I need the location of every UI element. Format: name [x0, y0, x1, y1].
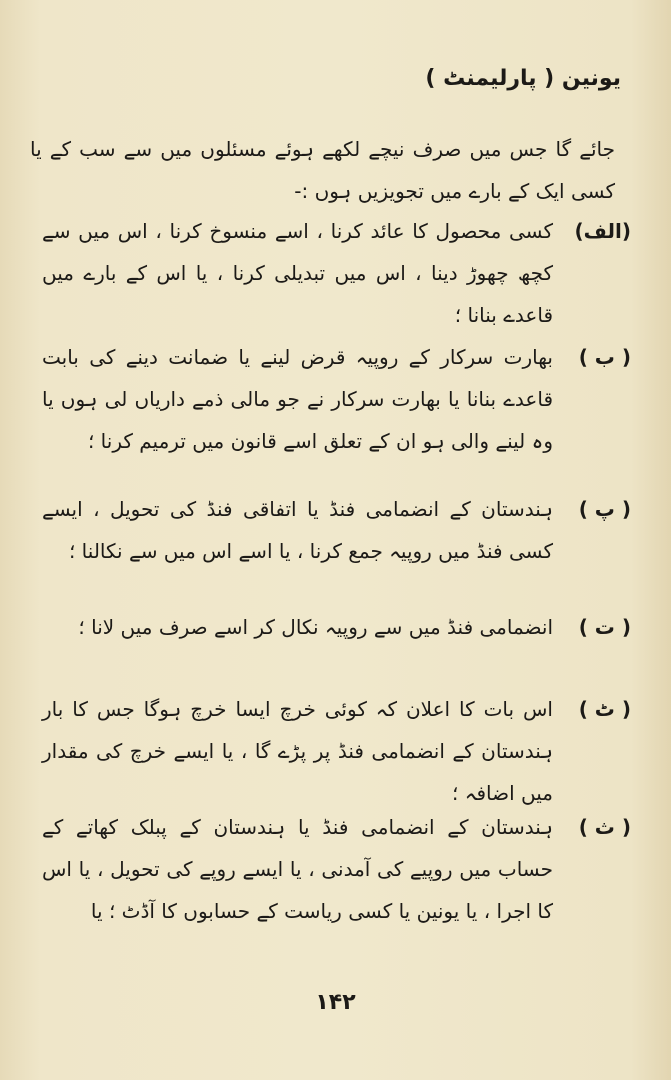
intro-paragraph: جائے گا جس میں صرف نیچے لکھے ہوئے مسئلوں میں سے سب کے یا کسی ایک کے بارے میں تجویزیں ہوں :- — [30, 137, 615, 203]
clause-marker: ( ت ) — [578, 615, 631, 639]
clause-text: انضمامی فنڈ میں سے روپیہ نکال کر اسے صرف میں لانا ؛ — [78, 615, 553, 639]
clause-pe — [42, 488, 631, 572]
clause-marker: ( ب ) — [578, 345, 631, 369]
clause-alif — [42, 210, 631, 336]
running-header: یونین ( پارلیمنٹ ) — [425, 66, 621, 91]
clause-tte — [42, 688, 631, 814]
clause-text: ہندستان کے انضمامی فنڈ یا ہندستان کے پبلک کھاتے کے حساب میں روپیے کی آمدنی ، یا ایسے روپے کی تحویل ، یا اس کا اجرا ، یا یونین یا کسی ریاست کے حسابوں کا آڈٹ ؛ یا — [42, 815, 553, 923]
page-number: ۱۴۲ — [315, 990, 356, 1015]
clause-marker: ( ٹ ) — [578, 697, 631, 721]
clause-text: اس بات کا اعلان کہ کوئی خرچ ایسا خرچ ہوگا جس کا بار ہندستان کے انضمامی فنڈ پر پڑے گا ، یا ایسے خرچ کی مقدار میں اضافہ ؛ — [42, 697, 553, 805]
clause-marker: ( پ ) — [578, 497, 631, 521]
clause-text: ہندستان کے انضمامی فنڈ یا اتفاقی فنڈ کی تحویل ، ایسے کسی فنڈ میں روپیہ جمع کرنا ، یا اسے اس میں سے نکالنا ؛ — [42, 497, 553, 563]
clause-se — [42, 806, 631, 932]
clause-text: بھارت سرکار کے روپیہ قرض لینے یا ضمانت دینے کی بابت قاعدے بنانا یا بھارت سرکار نے جو مالی ذمے داریاں لی ہوں یا وہ لینے والی ہو ان کے تعلق اسے قانون میں ترمیم کرنا ؛ — [42, 345, 553, 453]
clause-be — [42, 336, 631, 462]
clause-marker: ( ث ) — [578, 815, 631, 839]
clause-te — [42, 606, 631, 648]
clause-text: کسی محصول کا عائد کرنا ، اسے منسوخ کرنا ، اس میں سے کچھ چھوڑ دینا ، اس میں تبدیلی کرنا ، یا اس کے بارے میں قاعدے بنانا ؛ — [42, 219, 553, 327]
clause-marker: (الف) — [574, 219, 631, 243]
